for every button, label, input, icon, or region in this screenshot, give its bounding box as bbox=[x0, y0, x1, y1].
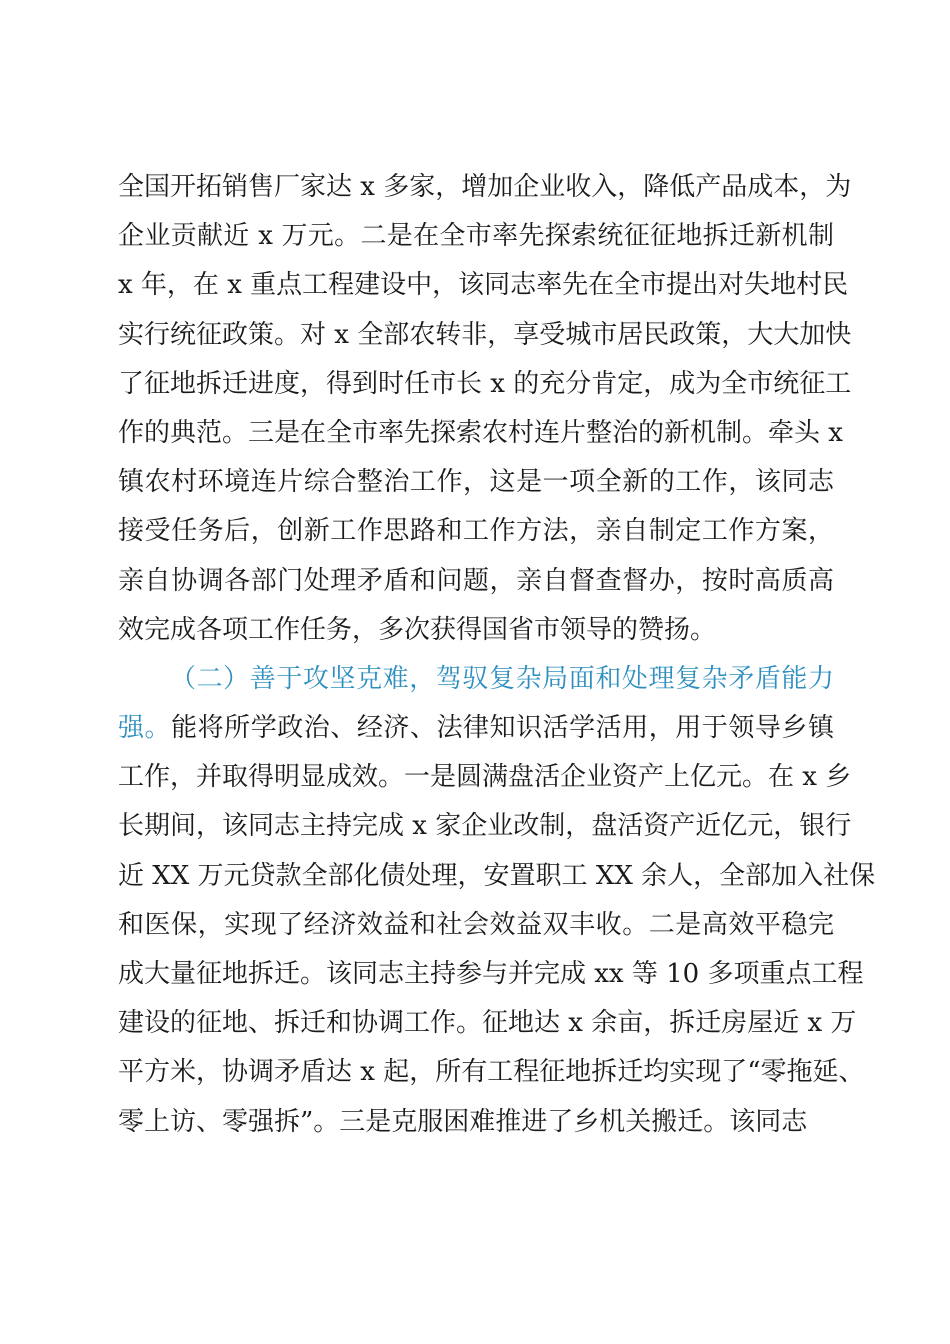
text-line: 成大量征地拆迁。该同志主持参与并完成 xx 等 10 多项重点工程 bbox=[118, 959, 864, 989]
section-heading-end: 强。 bbox=[118, 713, 172, 744]
text-line: 平方米，协调矛盾达 x 起，所有工程征地拆迁均实现了“零拖延、 bbox=[118, 1057, 865, 1088]
text-line: 近 XX 万元贷款全部化债处理，安置职工 XX 余人，全部加入社保 bbox=[118, 860, 876, 891]
text-line: 企业贡献近 x 万元。二是在全市率先探索统征征地拆迁新机制 bbox=[118, 221, 834, 252]
text-line: 长期间，该同志主持完成 x 家企业改制，盘活资产近亿元，银行 bbox=[118, 811, 852, 842]
section-heading: （二）善于攻坚克难，驾驭复杂局面和处理复杂矛盾能力 bbox=[170, 663, 834, 694]
text-line: 亲自协调各部门处理矛盾和问题，亲自督查督办，按时高质高 bbox=[118, 565, 834, 596]
text-line: 效完成各项工作任务，多次获得国省市领导的赞扬。 bbox=[118, 614, 717, 645]
text-line: x 年，在 x 重点工程建设中，该同志率先在全市提出对失地村民 bbox=[118, 270, 849, 301]
text-line: 零上访、零强拆”。三是克服困难推进了乡机关搬迁。该同志 bbox=[118, 1106, 808, 1137]
text-line: 作的典范。三是在全市率先探索农村连片整治的新机制。牵头 x bbox=[118, 417, 843, 448]
text-line: 镇农村环境连片综合整治工作，这是一项全新的工作，该同志 bbox=[118, 467, 834, 498]
document-body bbox=[118, 163, 876, 1147]
text-line: 接受任务后，创新工作思路和工作方法，亲自制定工作方案， bbox=[118, 516, 834, 547]
text-line: 工作，并取得明显成效。一是圆满盘活企业资产上亿元。在 x 乡 bbox=[118, 762, 852, 793]
text-line: 建设的征地、拆迁和协调工作。征地达 x 余亩，拆迁房屋近 x 万 bbox=[118, 1008, 857, 1039]
text-segment: 能将所学政治、经济、法律知识活学活用，用于领导乡镇 bbox=[171, 713, 834, 744]
paragraph-1 bbox=[118, 163, 852, 655]
text-line: 和医保，实现了经济效益和社会效益双丰收。二是高效平稳完 bbox=[118, 909, 834, 940]
text-line: 实行统征政策。对 x 全部农转非，享受城市居民政策，大大加快 bbox=[118, 319, 852, 350]
text-line: 全国开拓销售厂家达 x 多家，增加企业收入，降低产品成本，为 bbox=[118, 172, 852, 202]
text-line bbox=[118, 704, 834, 753]
text-line: 了征地拆迁进度，得到时任市长 x 的充分肯定，成为全市统征工 bbox=[118, 368, 852, 399]
paragraph-2 bbox=[118, 655, 876, 1147]
